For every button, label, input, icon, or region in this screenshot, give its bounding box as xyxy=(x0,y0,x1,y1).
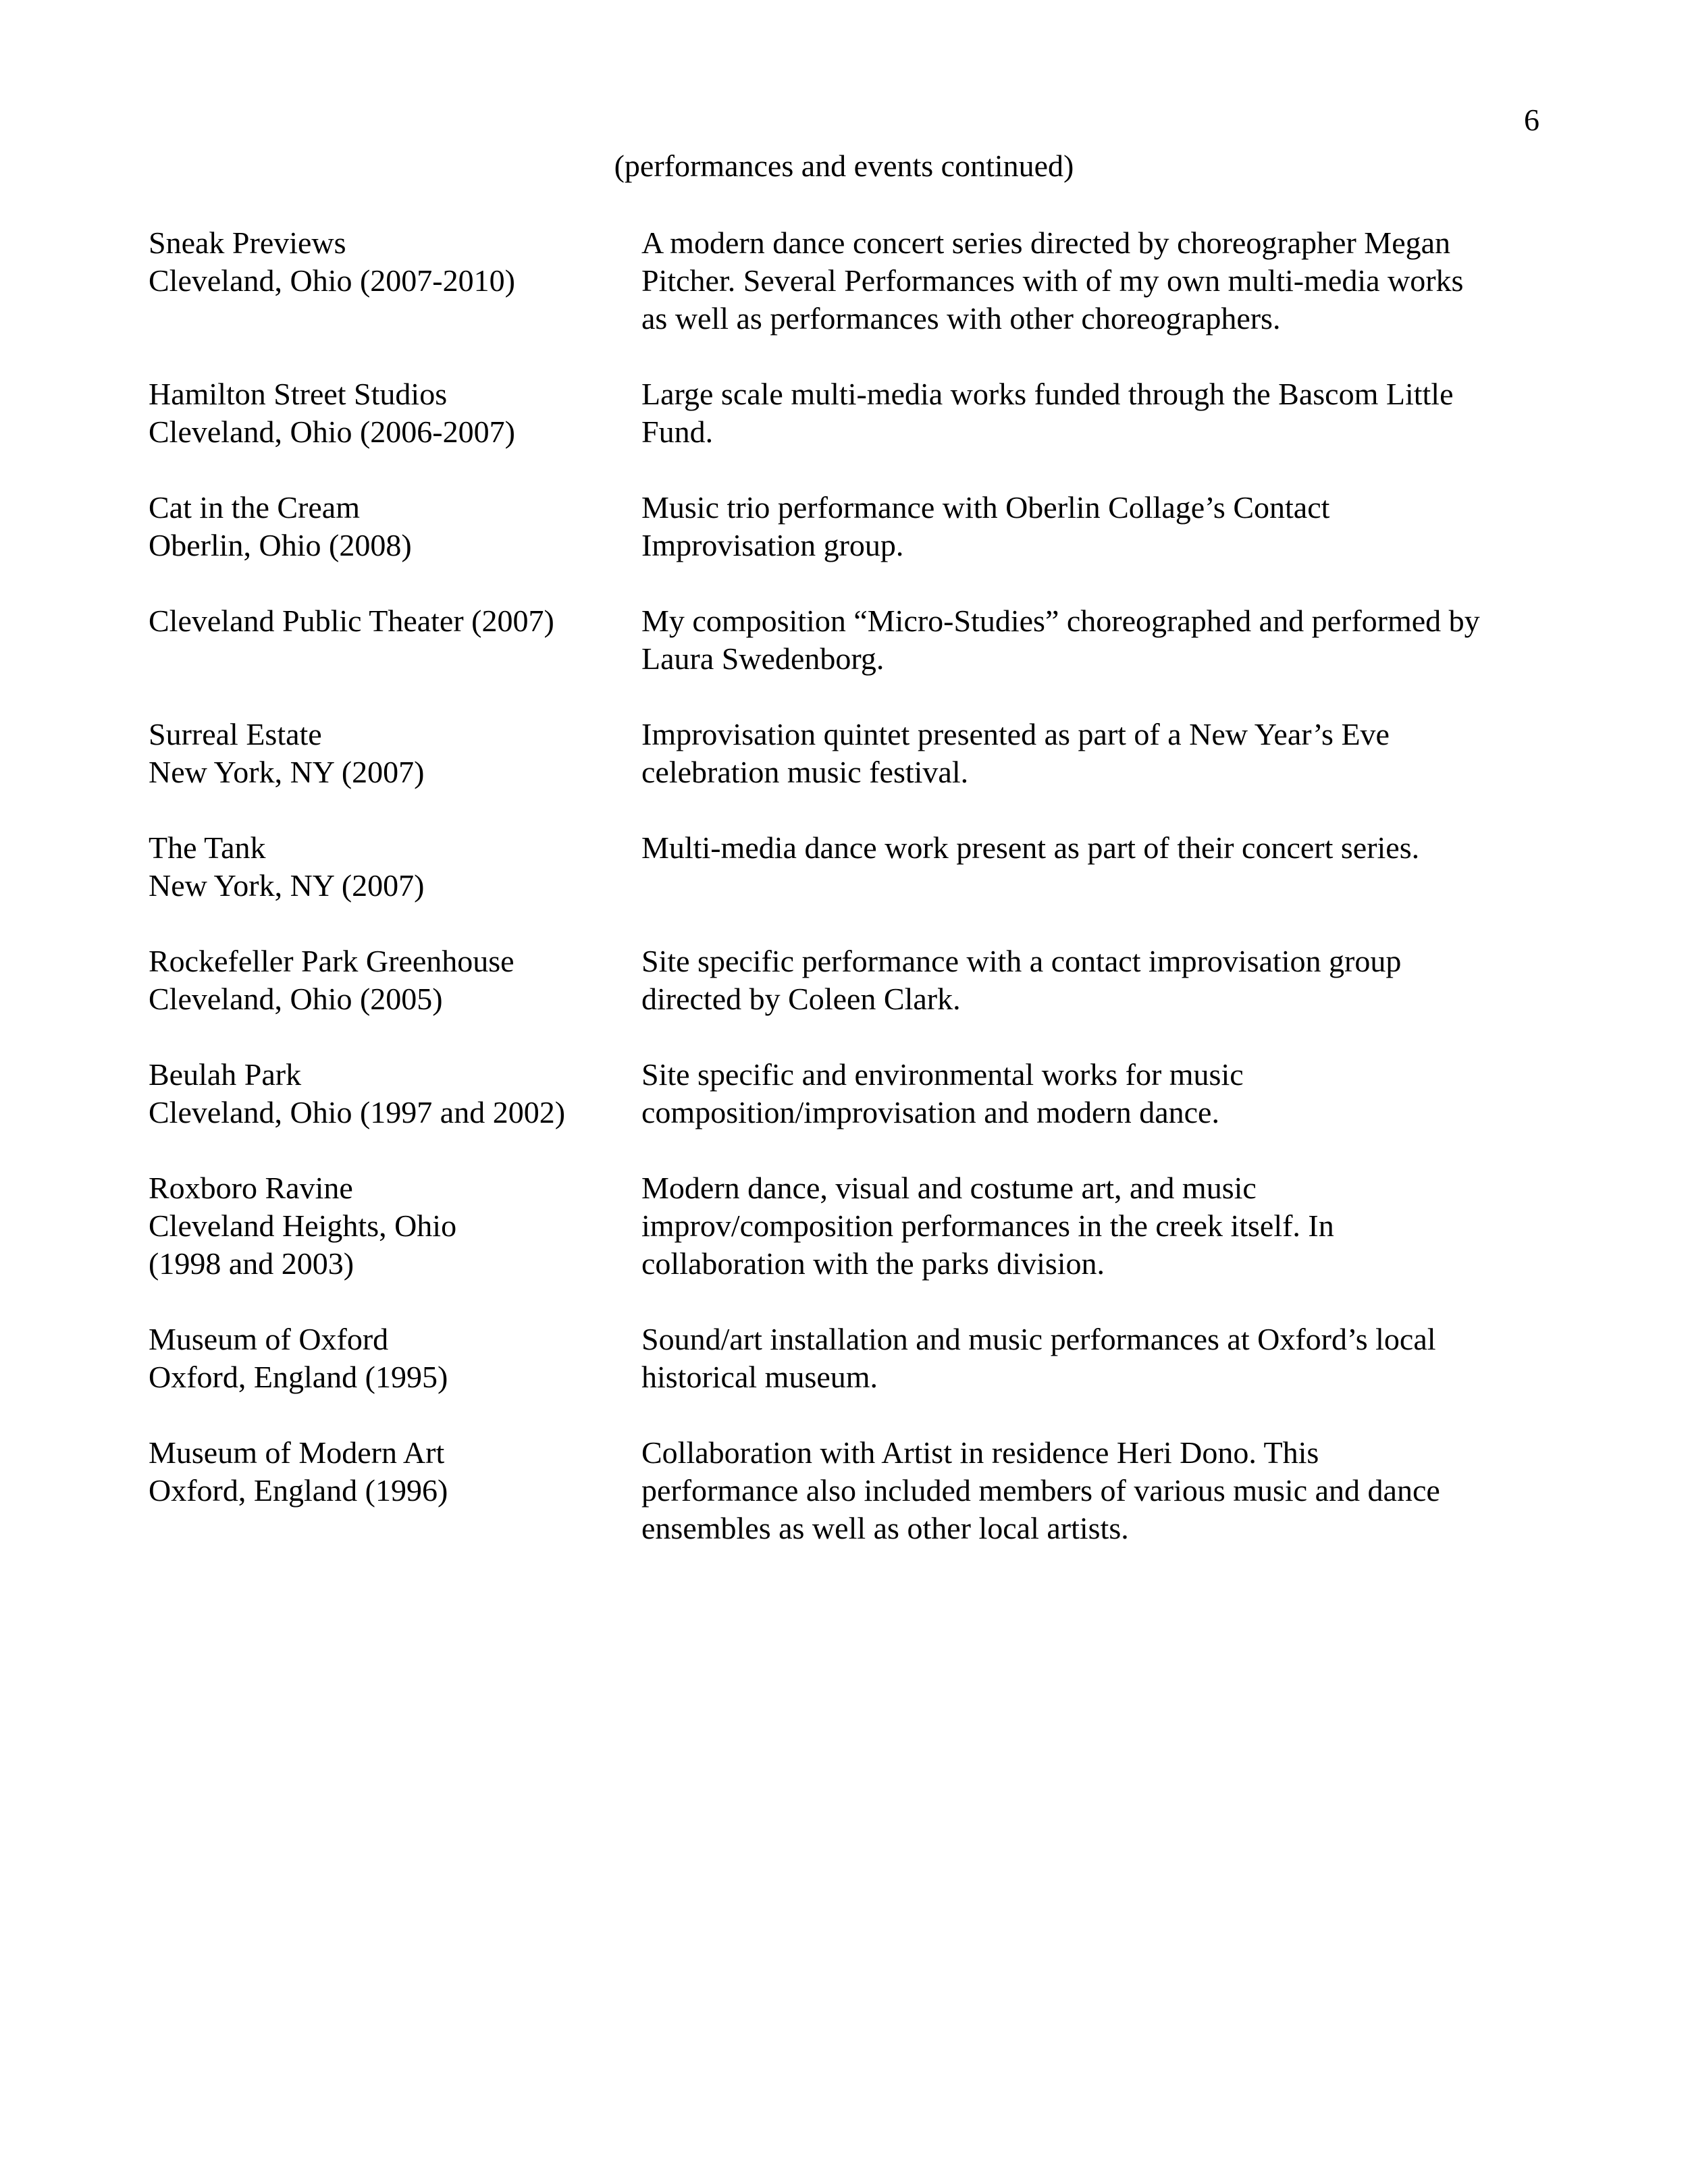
entry-museum-of-modern-art xyxy=(149,1434,1553,1547)
description xyxy=(641,829,1553,905)
description-line: Improvisation quintet presented as part of a New Year’s Eve xyxy=(641,717,1390,751)
venue-line: Oxford, England (1996) xyxy=(149,1473,448,1508)
venue-line: Museum of Modern Art xyxy=(149,1435,445,1470)
description-line: directed by Coleen Clark. xyxy=(641,982,961,1016)
description-line: Pitcher. Several Performances with of my own multi-media works xyxy=(641,263,1464,298)
entry-cat-in-the-cream xyxy=(149,489,1553,564)
venue xyxy=(149,1434,641,1547)
description-line: collaboration with the parks division. xyxy=(641,1246,1105,1281)
venue-line: New York, NY (2007) xyxy=(149,755,425,789)
description-line: Improvisation group. xyxy=(641,528,904,562)
description-line: improv/composition performances in the creek itself. In xyxy=(641,1208,1334,1243)
venue-line: The Tank xyxy=(149,830,266,865)
description xyxy=(641,224,1553,338)
description-line: My composition “Micro-Studies” choreographed and performed by xyxy=(641,604,1480,638)
description-line: Fund. xyxy=(641,415,714,449)
venue xyxy=(149,1169,641,1283)
description-line: ensembles as well as other local artists. xyxy=(641,1511,1129,1545)
venue-line: Roxboro Ravine xyxy=(149,1171,353,1205)
venue-line: New York, NY (2007) xyxy=(149,868,425,903)
entry-surreal-estate xyxy=(149,716,1553,791)
description-line: Collaboration with Artist in residence Heri Dono. This xyxy=(641,1435,1319,1470)
venue xyxy=(149,1321,641,1396)
entry-cleveland-public-theater xyxy=(149,602,1553,678)
description xyxy=(641,716,1553,791)
description-line: composition/improvisation and modern dance. xyxy=(641,1095,1219,1129)
venue-line: Museum of Oxford xyxy=(149,1322,389,1356)
description-line: Laura Swedenborg. xyxy=(641,641,885,676)
page-number: 6 xyxy=(1524,103,1539,137)
description xyxy=(641,1056,1553,1131)
description-line: A modern dance concert series directed by choreographer Megan xyxy=(641,225,1451,260)
venue xyxy=(149,602,641,678)
description xyxy=(641,375,1553,451)
entries-list xyxy=(149,224,1553,1585)
description-line: Site specific and environmental works for music xyxy=(641,1057,1244,1092)
venue-line: Hamilton Street Studios xyxy=(149,377,448,411)
description-line: Modern dance, visual and costume art, and music xyxy=(641,1171,1257,1205)
venue-line: Cat in the Cream xyxy=(149,490,360,525)
venue xyxy=(149,224,641,338)
venue xyxy=(149,489,641,564)
entry-museum-of-oxford xyxy=(149,1321,1553,1396)
entry-roxboro-ravine xyxy=(149,1169,1553,1283)
description-line: Music trio performance with Oberlin Collage’s Contact xyxy=(641,490,1330,525)
venue-line: (1998 and 2003) xyxy=(149,1246,354,1281)
entry-hamilton-street-studios xyxy=(149,375,1553,451)
description-line: Large scale multi-media works funded through the Bascom Little xyxy=(641,377,1454,411)
description xyxy=(641,602,1553,678)
venue-line: Beulah Park xyxy=(149,1057,302,1092)
description-line: performance also included members of various music and dance xyxy=(641,1473,1440,1508)
venue-line: Sneak Previews xyxy=(149,225,346,260)
description-line: Site specific performance with a contact improvisation group xyxy=(641,944,1402,978)
venue-line: Cleveland Heights, Ohio xyxy=(149,1208,457,1243)
venue xyxy=(149,1056,641,1131)
description-line: Sound/art installation and music performances at Oxford’s local xyxy=(641,1322,1436,1356)
venue-line: Oberlin, Ohio (2008) xyxy=(149,528,412,562)
venue-line: Rockefeller Park Greenhouse xyxy=(149,944,515,978)
venue-line: Cleveland, Ohio (1997 and 2002) xyxy=(149,1095,566,1129)
entry-rockefeller-park-greenhouse xyxy=(149,942,1553,1018)
entry-sneak-previews xyxy=(149,224,1553,338)
venue xyxy=(149,716,641,791)
venue xyxy=(149,942,641,1018)
description-line: historical museum. xyxy=(641,1360,878,1394)
entry-the-tank xyxy=(149,829,1553,905)
description xyxy=(641,942,1553,1018)
venue xyxy=(149,829,641,905)
description xyxy=(641,1169,1553,1283)
description-line: celebration music festival. xyxy=(641,755,969,789)
description xyxy=(641,489,1553,564)
venue-line: Cleveland, Ohio (2005) xyxy=(149,982,443,1016)
section-heading: (performances and events continued) xyxy=(614,149,1074,183)
venue-line: Oxford, England (1995) xyxy=(149,1360,448,1394)
description-line: Multi-media dance work present as part of their concert series. xyxy=(641,830,1420,865)
entry-beulah-park xyxy=(149,1056,1553,1131)
description xyxy=(641,1434,1553,1547)
venue-line: Cleveland Public Theater (2007) xyxy=(149,604,554,638)
description xyxy=(641,1321,1553,1396)
venue-line: Surreal Estate xyxy=(149,717,322,751)
description-line: as well as performances with other choreographers. xyxy=(641,301,1281,336)
venue-line: Cleveland, Ohio (2006-2007) xyxy=(149,415,515,449)
venue xyxy=(149,375,641,451)
venue-line: Cleveland, Ohio (2007-2010) xyxy=(149,263,515,298)
